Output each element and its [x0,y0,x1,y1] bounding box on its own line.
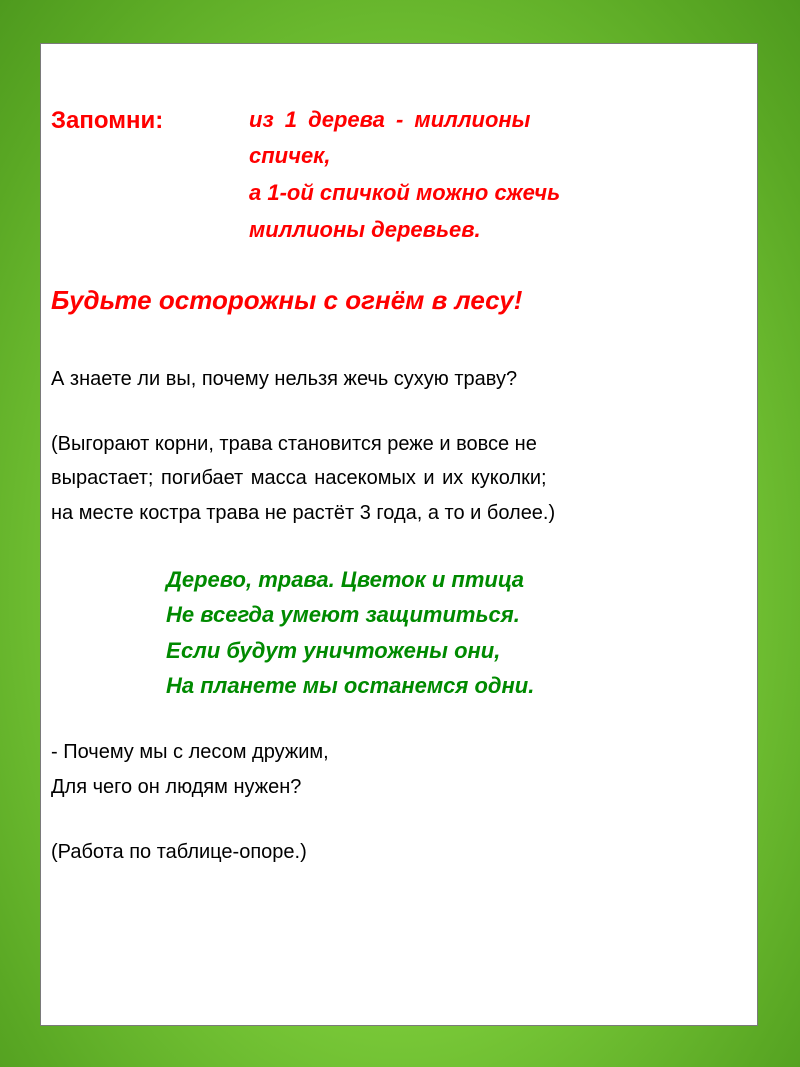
remember-line-3: а 1-ой спичкой можно сжечь [249,180,561,205]
question-dry-grass: А знаете ли вы, почему нельзя жечь сухую траву? [51,368,518,390]
remember-line-2: спичек, [249,143,331,168]
work-note: (Работа по таблице-опоре.) [51,841,307,863]
poem-line-1: Дерево, трава. Цветок и птица [166,567,525,592]
poem-line-3: Если будут уничтожены они, [166,638,501,663]
poem-line-2: Не всегда умеют защититься. [166,602,520,627]
poem-line-4: На планете мы останемся одни. [166,673,535,698]
answer-line-2: вырастает; погибает масса насекомых и их куколки; [51,467,547,489]
slide-panel [40,43,758,1026]
remember-line-4: миллионы деревьев. [249,217,481,242]
question-forest-line-1: - Почему мы с лесом дружим, [51,741,329,763]
remember-line-1: из 1 дерева - миллионы [249,107,531,132]
caution-heading: Будьте осторожны с огнём в лесу! [51,285,523,315]
question-forest-line-2: Для чего он людям нужен? [51,776,302,798]
answer-line-1: (Выгорают корни, трава становится реже и вовсе не [51,433,537,455]
remember-label: Запомни: [51,107,164,134]
answer-line-3: на месте костра трава не растёт 3 года, а то и более.) [51,502,556,524]
